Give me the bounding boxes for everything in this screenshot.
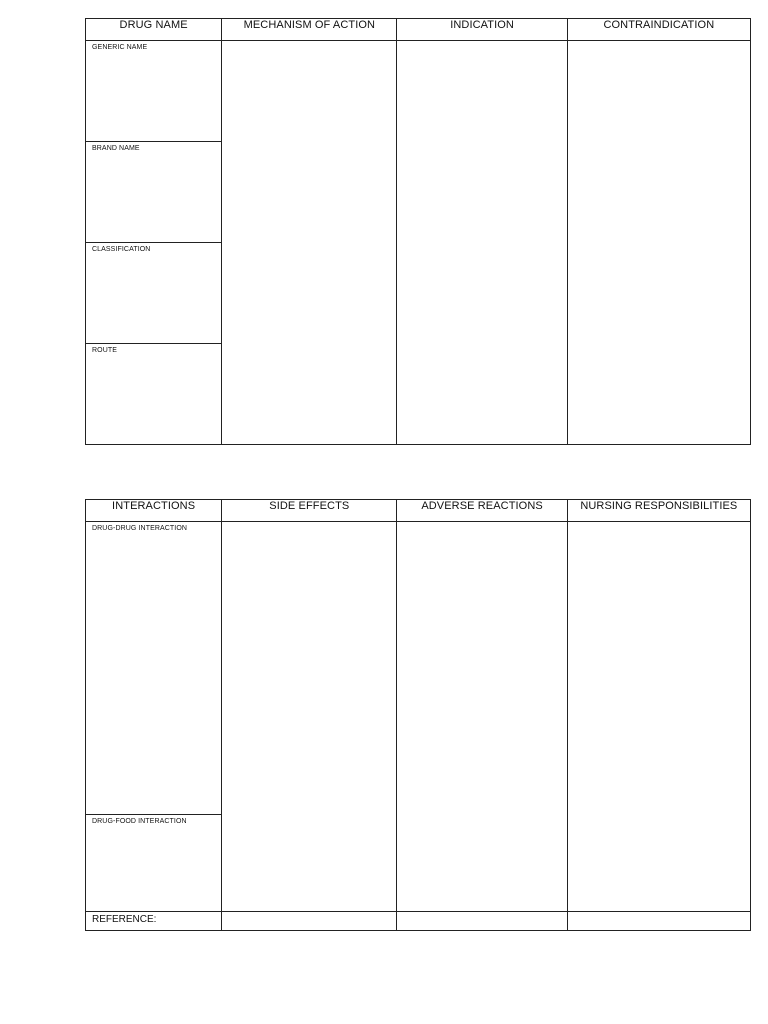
reference-row xyxy=(86,912,751,931)
drug-food-interaction-label: DRUG-FOOD INTERACTION xyxy=(92,818,187,825)
header-drug-name: DRUG NAME xyxy=(86,19,222,41)
header-contraindication: CONTRAINDICATION xyxy=(567,19,750,41)
header-adverse-reactions: ADVERSE REACTIONS xyxy=(397,500,567,522)
header-interactions: INTERACTIONS xyxy=(86,500,222,522)
route-cell[interactable] xyxy=(86,344,222,445)
reference-cell[interactable] xyxy=(86,912,222,931)
drug-info-table xyxy=(85,18,751,445)
header-row xyxy=(86,19,751,41)
brand-name-cell[interactable] xyxy=(86,142,222,243)
drug-food-interaction-cell[interactable] xyxy=(86,815,222,912)
reference-blank-cell[interactable] xyxy=(567,912,750,931)
drug-effects-table xyxy=(85,499,751,931)
classification-cell[interactable] xyxy=(86,243,222,344)
generic-name-label: GENERIC NAME xyxy=(92,44,148,51)
drug-drug-interaction-label: DRUG-DRUG INTERACTION xyxy=(92,525,188,532)
header-row xyxy=(86,500,751,522)
brand-name-label: BRAND NAME xyxy=(92,145,140,152)
indication-cell[interactable] xyxy=(397,41,567,445)
classification-label: CLASSIFICATION xyxy=(92,246,151,253)
mechanism-of-action-cell[interactable] xyxy=(222,41,397,445)
adverse-reactions-cell[interactable] xyxy=(397,522,567,912)
route-label: ROUTE xyxy=(92,347,117,354)
header-indication: INDICATION xyxy=(397,19,567,41)
side-effects-cell[interactable] xyxy=(222,522,397,912)
reference-blank-cell[interactable] xyxy=(397,912,567,931)
header-mechanism-of-action: MECHANISM OF ACTION xyxy=(222,19,397,41)
header-nursing-responsibilities: NURSING RESPONSIBILITIES xyxy=(567,500,750,522)
drug-drug-interaction-cell[interactable] xyxy=(86,522,222,815)
header-side-effects: SIDE EFFECTS xyxy=(222,500,397,522)
reference-label: REFERENCE: xyxy=(92,914,157,925)
reference-blank-cell[interactable] xyxy=(222,912,397,931)
nursing-responsibilities-cell[interactable] xyxy=(567,522,750,912)
generic-name-cell[interactable] xyxy=(86,41,222,142)
contraindication-cell[interactable] xyxy=(567,41,750,445)
